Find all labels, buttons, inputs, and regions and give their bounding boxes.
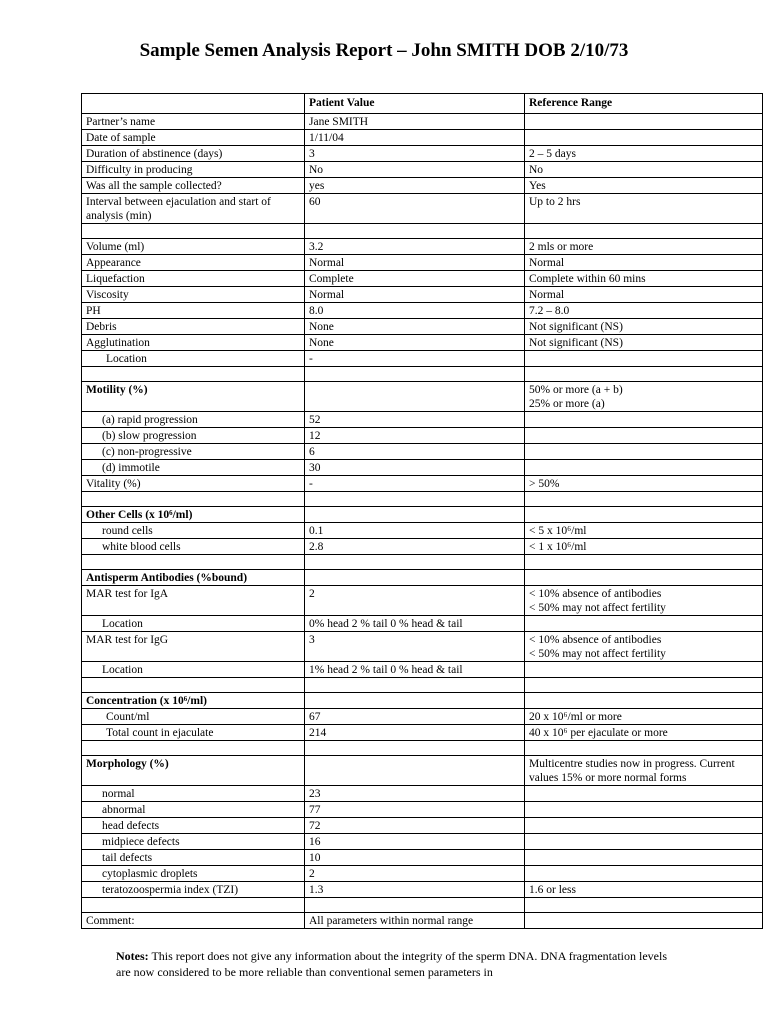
reference-range-cell	[525, 412, 763, 428]
table-row	[82, 913, 763, 929]
reference-range-cell	[525, 444, 763, 460]
reference-range-cell	[525, 570, 763, 586]
patient-value-cell: Complete	[305, 271, 525, 287]
table-row	[82, 586, 763, 616]
parameter-cell: head defects	[82, 818, 305, 834]
reference-range-cell: 2 mls or more	[525, 239, 763, 255]
patient-value-cell: -	[305, 351, 525, 367]
patient-value-cell: 72	[305, 818, 525, 834]
reference-range-cell: Yes	[525, 178, 763, 194]
table-row	[82, 709, 763, 725]
reference-range-cell	[525, 507, 763, 523]
reference-range-cell: 20 x 10⁶/ml or more	[525, 709, 763, 725]
reference-range-cell	[525, 741, 763, 756]
patient-value-cell	[305, 756, 525, 786]
reference-range-cell: < 1 x 10⁶/ml	[525, 539, 763, 555]
parameter-cell: abnormal	[82, 802, 305, 818]
patient-value-cell: 16	[305, 834, 525, 850]
patient-value-cell: 10	[305, 850, 525, 866]
patient-value-cell: 3	[305, 146, 525, 162]
parameter-cell: midpiece defects	[82, 834, 305, 850]
patient-value-cell: 8.0	[305, 303, 525, 319]
parameter-cell: Liquefaction	[82, 271, 305, 287]
table-row	[82, 460, 763, 476]
patient-value-cell: 3.2	[305, 239, 525, 255]
parameter-cell: Partner’s name	[82, 114, 305, 130]
patient-value-cell: 77	[305, 802, 525, 818]
patient-value-cell	[305, 898, 525, 913]
parameter-cell: cytoplasmic droplets	[82, 866, 305, 882]
table-row	[82, 162, 763, 178]
patient-value-cell: None	[305, 335, 525, 351]
parameter-cell	[82, 898, 305, 913]
table-row	[82, 850, 763, 866]
patient-value-cell: 60	[305, 194, 525, 224]
parameter-cell: (d) immotile	[82, 460, 305, 476]
reference-range-cell: < 10% absence of antibodies < 50% may not affect fertility	[525, 586, 763, 616]
notes-text: This report does not give any information about the integrity of the sperm DNA. DNA fragmentation levels are now considered to be more reliable than conventional semen parameters in	[116, 949, 667, 979]
reference-range-cell	[525, 367, 763, 382]
reference-range-cell	[525, 898, 763, 913]
patient-value-cell	[305, 224, 525, 239]
parameter-cell: teratozoospermia index (TZI)	[82, 882, 305, 898]
spacer-row	[82, 492, 763, 507]
patient-value-cell: 0.1	[305, 523, 525, 539]
table-row	[82, 428, 763, 444]
parameter-cell: white blood cells	[82, 539, 305, 555]
table-row	[82, 271, 763, 287]
reference-range-cell: 2 – 5 days	[525, 146, 763, 162]
patient-value-cell: 3	[305, 632, 525, 662]
reference-range-cell: 50% or more (a + b) 25% or more (a)	[525, 382, 763, 412]
reference-range-cell: > 50%	[525, 476, 763, 492]
parameter-cell: (a) rapid progression	[82, 412, 305, 428]
patient-value-cell	[305, 570, 525, 586]
parameter-cell: Debris	[82, 319, 305, 335]
parameter-cell	[82, 367, 305, 382]
parameter-cell: MAR test for IgA	[82, 586, 305, 616]
reference-range-cell	[525, 834, 763, 850]
table-row	[82, 632, 763, 662]
parameter-cell: Viscosity	[82, 287, 305, 303]
parameter-cell	[82, 741, 305, 756]
patient-value-cell	[305, 507, 525, 523]
table-row	[82, 319, 763, 335]
table-row	[82, 444, 763, 460]
parameter-cell: Motility (%)	[82, 382, 305, 412]
table-row	[82, 662, 763, 678]
reference-range-cell	[525, 662, 763, 678]
table-row	[82, 287, 763, 303]
reference-range-cell: 40 x 10⁶ per ejaculate or more	[525, 725, 763, 741]
parameter-cell: normal	[82, 786, 305, 802]
parameter-cell: Date of sample	[82, 130, 305, 146]
patient-value-cell	[305, 382, 525, 412]
parameter-cell: MAR test for IgG	[82, 632, 305, 662]
table-row	[82, 476, 763, 492]
parameter-cell: tail defects	[82, 850, 305, 866]
parameter-cell: Location	[82, 662, 305, 678]
patient-value-cell: 30	[305, 460, 525, 476]
reference-range-cell	[525, 460, 763, 476]
table-row	[82, 725, 763, 741]
patient-value-cell: 67	[305, 709, 525, 725]
reference-range-cell: < 5 x 10⁶/ml	[525, 523, 763, 539]
parameter-cell: Antisperm Antibodies (%bound)	[82, 570, 305, 586]
spacer-row	[82, 898, 763, 913]
reference-range-cell: 1.6 or less	[525, 882, 763, 898]
parameter-cell: Other Cells (x 10⁶/ml)	[82, 507, 305, 523]
parameter-cell: (c) non-progressive	[82, 444, 305, 460]
parameter-cell: Total count in ejaculate	[82, 725, 305, 741]
patient-value-cell: Normal	[305, 287, 525, 303]
table-row	[82, 693, 763, 709]
table-row	[82, 834, 763, 850]
reference-range-cell	[525, 114, 763, 130]
reference-range-cell: No	[525, 162, 763, 178]
table-row	[82, 570, 763, 586]
patient-value-cell: 6	[305, 444, 525, 460]
patient-value-cell	[305, 678, 525, 693]
parameter-cell	[82, 678, 305, 693]
patient-value-cell: 1/11/04	[305, 130, 525, 146]
patient-value-cell	[305, 367, 525, 382]
patient-value-cell: No	[305, 162, 525, 178]
patient-value-cell: yes	[305, 178, 525, 194]
spacer-row	[82, 741, 763, 756]
patient-value-cell: 52	[305, 412, 525, 428]
table-row	[82, 786, 763, 802]
table-row	[82, 382, 763, 412]
patient-value-cell: 12	[305, 428, 525, 444]
table-row	[82, 616, 763, 632]
parameter-cell: Concentration (x 10⁶/ml)	[82, 693, 305, 709]
reference-range-cell: < 10% absence of antibodies < 50% may not affect fertility	[525, 632, 763, 662]
parameter-cell: Comment:	[82, 913, 305, 929]
patient-value-cell: 1.3	[305, 882, 525, 898]
notes-label: Notes:	[116, 949, 149, 963]
reference-range-cell	[525, 693, 763, 709]
reference-range-cell: Normal	[525, 287, 763, 303]
reference-range-cell	[525, 802, 763, 818]
reference-range-cell	[525, 913, 763, 929]
patient-value-cell	[305, 693, 525, 709]
header-cell: Reference Range	[525, 94, 763, 114]
table-row	[82, 239, 763, 255]
spacer-row	[82, 224, 763, 239]
patient-value-cell	[305, 741, 525, 756]
patient-value-cell: Normal	[305, 255, 525, 271]
table-row	[82, 539, 763, 555]
parameter-cell: Location	[82, 616, 305, 632]
reference-range-cell: Complete within 60 mins	[525, 271, 763, 287]
patient-value-cell: None	[305, 319, 525, 335]
parameter-cell	[82, 224, 305, 239]
reference-range-cell	[525, 818, 763, 834]
report-title: Sample Semen Analysis Report – John SMITH DOB 2/10/73	[139, 40, 629, 61]
table-row	[82, 114, 763, 130]
reference-range-cell	[525, 224, 763, 239]
reference-range-cell	[525, 555, 763, 570]
header-cell	[82, 94, 305, 114]
table-row	[82, 523, 763, 539]
table-row	[82, 130, 763, 146]
spacer-row	[82, 367, 763, 382]
parameter-cell: Was all the sample collected?	[82, 178, 305, 194]
spacer-row	[82, 678, 763, 693]
parameter-cell: (b) slow progression	[82, 428, 305, 444]
table-row	[82, 303, 763, 319]
parameter-cell: Duration of abstinence (days)	[82, 146, 305, 162]
patient-value-cell: 2	[305, 866, 525, 882]
table-row	[82, 882, 763, 898]
patient-value-cell: All parameters within normal range	[305, 913, 525, 929]
reference-range-cell: Normal	[525, 255, 763, 271]
reference-range-cell: Not significant (NS)	[525, 319, 763, 335]
reference-range-cell	[525, 616, 763, 632]
parameter-cell: round cells	[82, 523, 305, 539]
reference-range-cell	[525, 492, 763, 507]
table-row	[82, 255, 763, 271]
reference-range-cell	[525, 850, 763, 866]
reference-range-cell	[525, 130, 763, 146]
parameter-cell: Difficulty in producing	[82, 162, 305, 178]
table-row	[82, 412, 763, 428]
reference-range-cell: Up to 2 hrs	[525, 194, 763, 224]
patient-value-cell: Jane SMITH	[305, 114, 525, 130]
table-row	[82, 507, 763, 523]
patient-value-cell: 2.8	[305, 539, 525, 555]
table-row	[82, 178, 763, 194]
patient-value-cell: 1% head 2 % tail 0 % head & tail	[305, 662, 525, 678]
parameter-cell: Count/ml	[82, 709, 305, 725]
table-row	[82, 351, 763, 367]
patient-value-cell: 23	[305, 786, 525, 802]
table-row	[82, 802, 763, 818]
patient-value-cell: 2	[305, 586, 525, 616]
parameter-cell: PH	[82, 303, 305, 319]
reference-range-cell: Not significant (NS)	[525, 335, 763, 351]
reference-range-cell	[525, 428, 763, 444]
reference-range-cell	[525, 678, 763, 693]
table-row	[82, 756, 763, 786]
patient-value-cell: 214	[305, 725, 525, 741]
parameter-cell: Morphology (%)	[82, 756, 305, 786]
patient-value-cell	[305, 492, 525, 507]
parameter-cell: Interval between ejaculation and start of analysis (min)	[82, 194, 305, 224]
table-row	[82, 146, 763, 162]
reference-range-cell: 7.2 – 8.0	[525, 303, 763, 319]
reference-range-cell: Multicentre studies now in progress. Current values 15% or more normal forms	[525, 756, 763, 786]
table-row	[82, 194, 763, 224]
notes-paragraph	[116, 948, 676, 980]
reference-range-cell	[525, 786, 763, 802]
table-row	[82, 335, 763, 351]
patient-value-cell: -	[305, 476, 525, 492]
parameter-cell: Agglutination	[82, 335, 305, 351]
patient-value-cell	[305, 555, 525, 570]
header-cell: Patient Value	[305, 94, 525, 114]
parameter-cell	[82, 492, 305, 507]
spacer-row	[82, 555, 763, 570]
reference-range-cell	[525, 866, 763, 882]
semen-analysis-table	[81, 93, 763, 929]
patient-value-cell: 0% head 2 % tail 0 % head & tail	[305, 616, 525, 632]
table-row	[82, 866, 763, 882]
table-header-row	[82, 94, 763, 114]
parameter-cell: Vitality (%)	[82, 476, 305, 492]
parameter-cell: Volume (ml)	[82, 239, 305, 255]
parameter-cell	[82, 555, 305, 570]
parameter-cell: Location	[82, 351, 305, 367]
reference-range-cell	[525, 351, 763, 367]
table-row	[82, 818, 763, 834]
parameter-cell: Appearance	[82, 255, 305, 271]
